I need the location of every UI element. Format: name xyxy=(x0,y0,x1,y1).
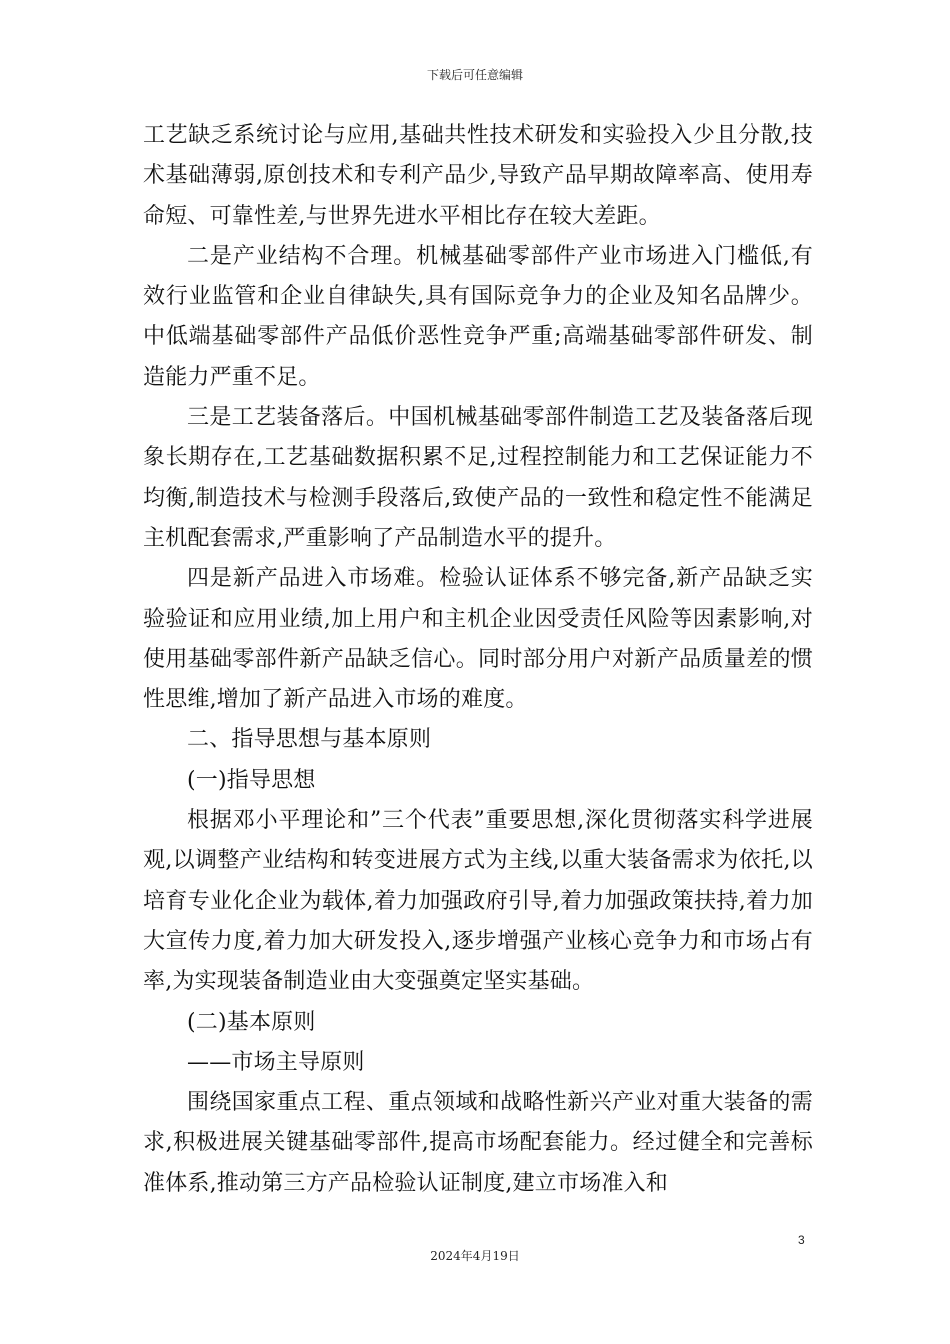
footer-date: 2024年4月19日 xyxy=(430,1249,520,1263)
document-body xyxy=(143,116,813,1204)
paragraph: 三是工艺装备落后。中国机械基础零部件制造工艺及装备落后现象长期存在,工艺基础数据积累不足,过程控制能力和工艺保证能力不均衡,制造技术与检测手段落后,致使产品的一致性和稳定性不能满足主机配套需求,严重影响了产品制造水平的提升。 xyxy=(143,405,813,551)
page-header: 下载后可任意编辑 xyxy=(426,68,523,82)
principle-heading: ——市场主导原则 xyxy=(187,1049,365,1075)
section-heading: 二、指导思想与基本原则 xyxy=(187,727,432,753)
paragraph: 根据邓小平理论和”三个代表”重要思想,深化贯彻落实科学进展观,以调整产业结构和转变进展方式为主线,以重大装备需求为依托,以培育专业化企业为载体,着力加强政府引导,着力加强政策扶持,着力加大宣传力度,着力加大研发投入,逐步增强产业核心竞争力和市场占有率,为实现装备制造业由大变强奠定坚实基础。 xyxy=(143,808,813,995)
subsection-heading: (一)指导思想 xyxy=(187,767,316,793)
paragraph: 围绕国家重点工程、重点领域和战略性新兴产业对重大装备的需求,积极进展关键基础零部件,提高市场配套能力。经过健全和完善标准体系,推动第三方产品检验认证制度,建立市场准入和 xyxy=(143,1090,813,1196)
paragraph: 二是产业结构不合理。机械基础零部件产业市场进入门槛低,有效行业监管和企业自律缺失,具有国际竞争力的企业及知名品牌少。中低端基础零部件产品低价恶性竞争严重;高端基础零部件研发、制造能力严重不足。 xyxy=(143,243,813,390)
subsection-heading: (二)基本原则 xyxy=(187,1009,316,1035)
paragraph: 工艺缺乏系统讨论与应用,基础共性技术研发和实验投入少且分散,技术基础薄弱,原创技术和专利产品少,导致产品早期故障率高、使用寿命短、可靠性差,与世界先进水平相比存在较大差距。 xyxy=(143,123,813,229)
paragraph: 四是新产品进入市场难。检验认证体系不够完备,新产品缺乏实验验证和应用业绩,加上用户和主机企业因受责任风险等因素影响,对使用基础零部件新产品缺乏信心。同时部分用户对新产品质量差的惯性思维,增加了新产品进入市场的难度。 xyxy=(143,566,813,713)
page-number: 3 xyxy=(798,1233,805,1247)
